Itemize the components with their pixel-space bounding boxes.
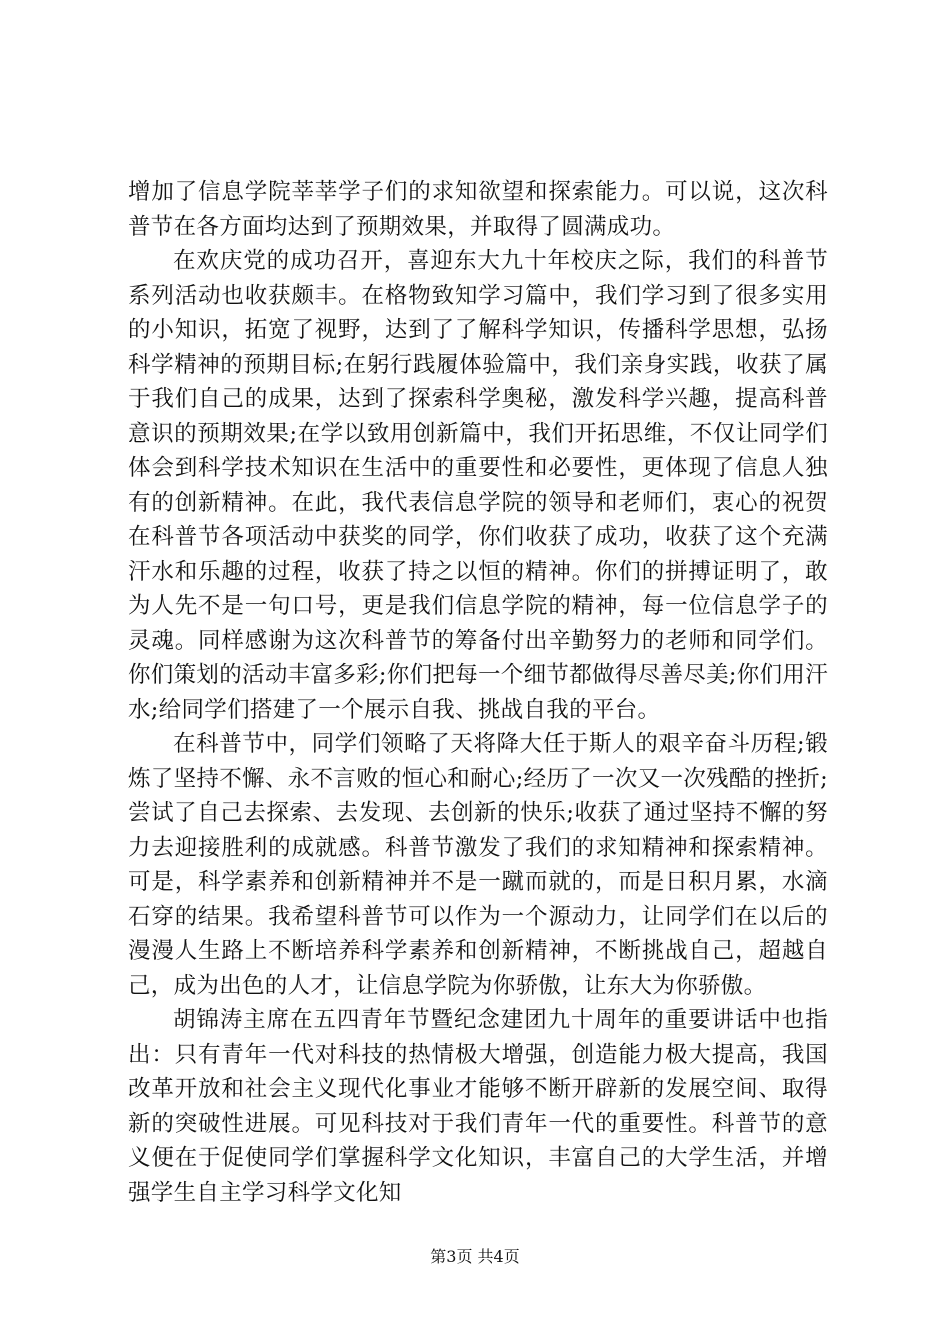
paragraph-4: 胡锦涛主席在五四青年节暨纪念建团九十周年的重要讲话中也指出：只有青年一代对科技的热情极大增强，创造能力极大提高，我国改革开放和社会主义现代化事业才能够不断开辟新的发展空间、取得新的突破性进展。可见科技对于我们青年一代的重要性。科普节的意义便在于促使同学们掌握科学文化知识，丰富自己的大学生活，并增强学生自主学习科学文化知 <box>128 1007 828 1206</box>
paragraph-3: 在科普节中，同学们领略了天将降大任于斯人的艰辛奋斗历程;锻炼了坚持不懈、永不言败的恒心和耐心;经历了一次又一次残酷的挫折;尝试了自己去探索、去发现、去创新的快乐;收获了通过坚持不懈的努力去迎接胜利的成就感。科普节激发了我们的求知精神和探索精神。可是，科学素养和创新精神并不是一蹴而就的，而是日积月累，水滴石穿的结果。我希望科普节可以作为一个源动力，让同学们在以后的漫漫人生路上不断培养科学素养和创新精神，不断挑战自己，超越自己，成为出色的人才，让信息学院为你骄傲，让东大为你骄傲。 <box>128 731 828 999</box>
document-body <box>128 175 828 1210</box>
paragraph-2: 在欢庆党的成功召开，喜迎东大九十年校庆之际，我们的科普节系列活动也收获颇丰。在格物致知学习篇中，我们学习到了很多实用的小知识，拓宽了视野，达到了了解科学知识，传播科学思想，弘扬科学精神的预期目标;在躬行践履体验篇中，我们亲身实践，收获了属于我们自己的成果，达到了探索科学奥秘，激发科学兴趣，提高科普意识的预期效果;在学以致用创新篇中，我们开拓思维，不仅让同学们体会到科学技术知识在生活中的重要性和必要性，更体现了信息人独有的创新精神。在此，我代表信息学院的领导和老师们，衷心的祝贺在科普节各项活动中获奖的同学，你们收获了成功，收获了这个充满汗水和乐趣的过程，收获了持之以恒的精神。你们的拼搏证明了，敢为人先不是一句口号，更是我们信息学院的精神，每一位信息学子的灵魂。同样感谢为这次科普节的筹备付出辛勤努力的老师和同学们。你们策划的活动丰富多彩;你们把每一个细节都做得尽善尽美;你们用汗水;给同学们搭建了一个展示自我、挑战自我的平台。 <box>128 248 828 723</box>
page-number-footer: 第3页 共4页 <box>430 1247 520 1266</box>
paragraph-1: 增加了信息学院莘莘学子们的求知欲望和探索能力。可以说，这次科普节在各方面均达到了预期效果，并取得了圆满成功。 <box>128 179 828 240</box>
